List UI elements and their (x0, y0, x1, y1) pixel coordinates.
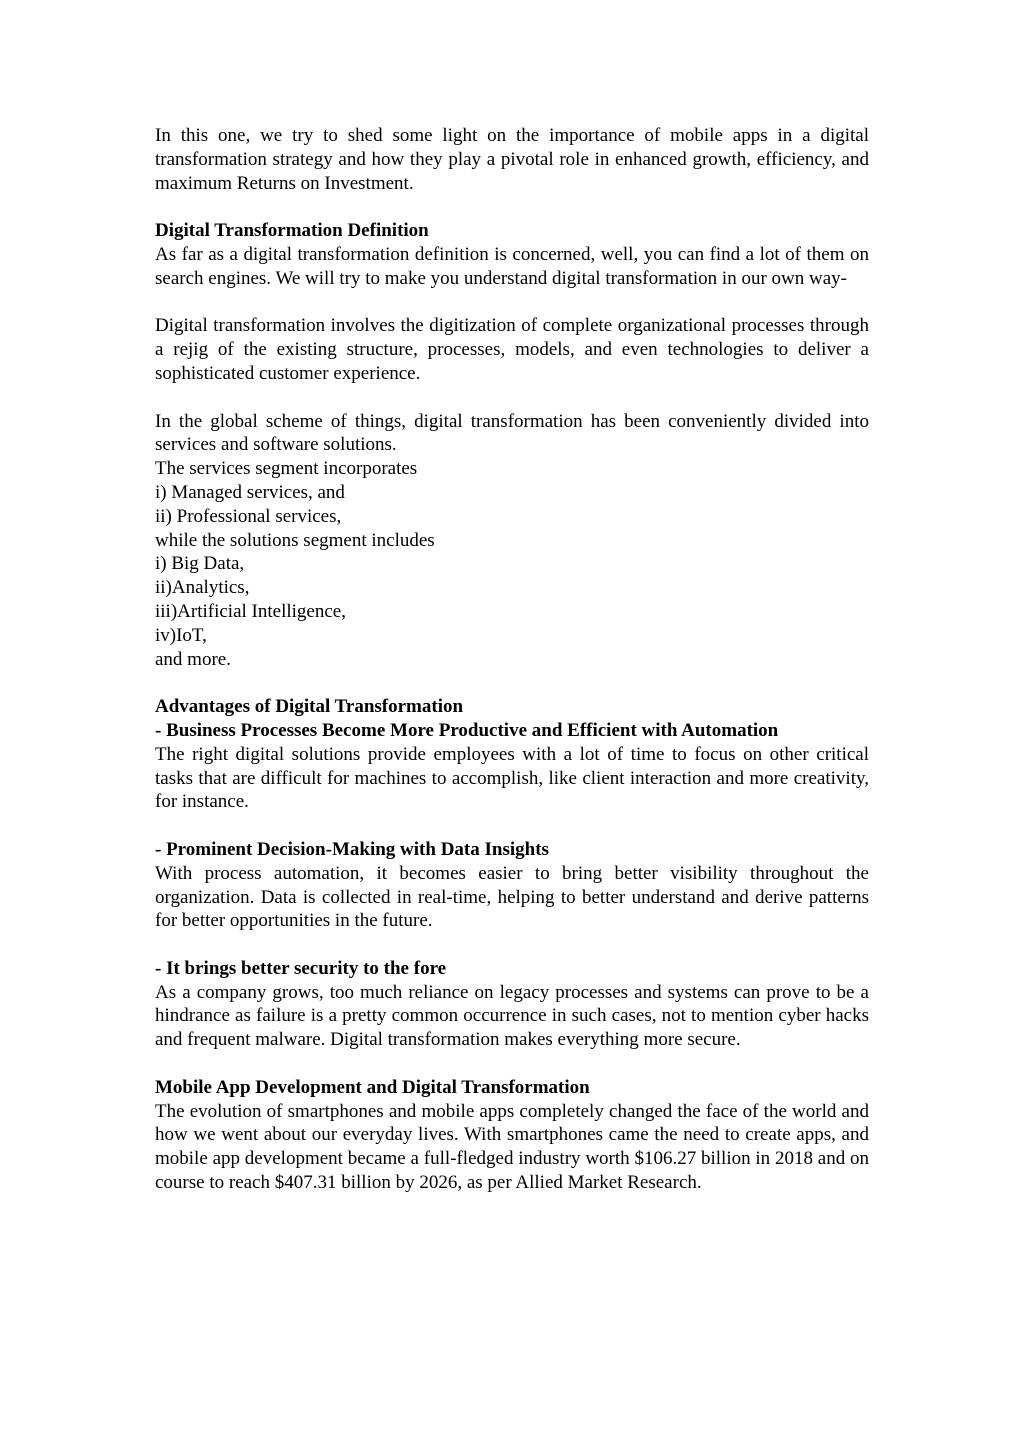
mobile-section (155, 1076, 869, 1195)
mobile-body: The evolution of smartphones and mobile apps completely changed the face of the world and how we went about our everyday lives. With smartphones came the need to create apps, and mobile app development became a full-fledged industry worth $106.27 billion in 2018 and on course to reach $407.31 billion by 2026, as per Allied Market Research. (155, 1100, 869, 1194)
mobile-heading: Mobile App Development and Digital Transformation (155, 1076, 590, 1098)
segments-section (155, 410, 869, 672)
segment-line: iv)IoT, (155, 624, 207, 646)
segment-line: i) Big Data, (155, 553, 245, 575)
document-page (155, 124, 869, 1195)
definition-paragraph-3: In the global scheme of things, digital transformation has been conveniently divided into services and software solutions. (155, 410, 869, 456)
advantage-body: The right digital solutions provide employees with a lot of time to focus on other critical tasks that are difficult for machines to accomplish, like client interaction and more creativity, for instance. (155, 743, 869, 813)
advantages-heading: Advantages of Digital Transformation (155, 696, 464, 718)
segment-line: iii)Artificial Intelligence, (155, 600, 346, 622)
segment-line: i) Managed services, and (155, 481, 345, 503)
advantage-body: As a company grows, too much reliance on legacy processes and systems can prove to be a hindrance as failure is a pretty common occurrence in such cases, not to mention cyber hacks and frequent malware. Digital transformation makes everything more secure. (155, 981, 869, 1051)
advantage-item (155, 957, 869, 1052)
definition-section (155, 219, 869, 290)
advantage-title: - Prominent Decision-Making with Data Insights (155, 838, 549, 860)
definition-paragraph-2: Digital transformation involves the digitization of complete organizational processes through a rejig of the existing structure, processes, models, and even technologies to deliver a sophisticated customer experience. (155, 315, 869, 384)
segment-line: and more. (155, 648, 231, 670)
segment-line: ii)Analytics, (155, 577, 250, 599)
advantage-item (155, 838, 869, 933)
definition-paragraph-1: As far as a digital transformation definition is concerned, well, you can find a lot of them on search engines. We will try to make you understand digital transformation in our own way- (155, 243, 869, 289)
advantage-body: With process automation, it becomes easier to bring better visibility throughout the organization. Data is collected in real-time, helping to better understand and derive patterns for better opportunities in the future. (155, 862, 869, 932)
segment-line: The services segment incorporates (155, 458, 418, 480)
definition-heading: Digital Transformation Definition (155, 220, 429, 242)
advantages-section (155, 695, 869, 814)
segment-line: ii) Professional services, (155, 505, 342, 527)
advantage-title: - Business Processes Become More Productive and Efficient with Automation (155, 719, 779, 741)
intro-paragraph: In this one, we try to shed some light on the importance of mobile apps in a digital transformation strategy and how they play a pivotal role in enhanced growth, efficiency, and maximum Returns on Investment. (155, 125, 869, 194)
segment-line: while the solutions segment includes (155, 529, 435, 551)
advantage-title: - It brings better security to the fore (155, 957, 447, 979)
